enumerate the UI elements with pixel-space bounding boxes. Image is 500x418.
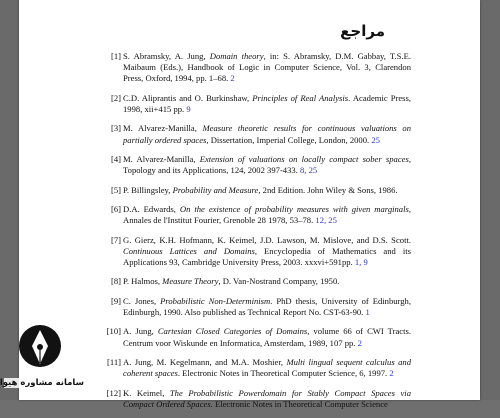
pen-nib-icon xyxy=(0,320,86,400)
reference-title: Multi lingual sequent calculus and coherent spaces xyxy=(123,356,412,379)
reference-text xyxy=(123,357,411,379)
reference-number: [10] xyxy=(106,326,121,337)
reference-item xyxy=(101,235,411,269)
reference-number: [9] xyxy=(110,295,121,306)
reference-segment: , Dissertation, Imperial College, London, 2000. xyxy=(206,134,372,145)
backref-link[interactable]: 25 xyxy=(371,134,380,145)
reference-segment: K. Keimel, xyxy=(123,387,170,398)
reference-number: [1] xyxy=(110,51,121,61)
reference-text xyxy=(123,326,411,348)
reference-title: The Probabilistic Powerdomain for Stably Compact Spaces via Compact Ordered Spaces xyxy=(123,387,411,409)
reference-text xyxy=(123,185,411,196)
backref-link[interactable]: 1 xyxy=(365,306,370,317)
reference-title: Probability and Measure xyxy=(172,184,259,195)
backref-link[interactable]: 9 xyxy=(186,104,191,114)
reference-segment: , volume 66 of CWI Tracts. Centrum voor Wiskunde en Informatica, Amsterdam, 1989, 107 pp. xyxy=(123,326,411,348)
reference-number: [8] xyxy=(110,276,121,287)
references-list xyxy=(101,51,411,418)
reference-segment: , in: S. Abramsky, D.M. Gabbay, T.S.E. Maibaum (Eds.), Handbook of Logic in Computer Science, Vol. 3, Clarendon Press, Oxford, 1994, pp. 1–68. xyxy=(123,51,412,84)
reference-segment: , 2nd Edition. John Wiley & Sons, 1986. xyxy=(258,184,398,195)
reference-item xyxy=(101,357,411,379)
reference-segment: A. Jung, xyxy=(123,326,158,337)
reference-number: [5] xyxy=(110,184,121,195)
reference-title: Domain theory xyxy=(209,51,264,61)
page-title: مراجع xyxy=(340,22,385,40)
logo-text: سامانه مشاوره هیوا xyxy=(0,378,84,388)
reference-text xyxy=(123,51,411,85)
reference-segment: . Electronic Notes in Theoretical Computer Science, 6, 1997. xyxy=(177,368,390,379)
reference-segment: . PhD thesis, University of Edinburgh, Edinburgh, 1990. Also published as Technical Report No. CST-63-90. xyxy=(123,295,411,317)
reference-item xyxy=(101,204,411,226)
reference-item xyxy=(101,51,411,85)
backref-link[interactable]: 2 xyxy=(230,73,235,84)
backref-link[interactable]: 1, 9 xyxy=(354,256,368,267)
reference-item xyxy=(101,185,411,196)
reference-number: [11] xyxy=(107,356,121,367)
backref-link[interactable]: 2 xyxy=(389,368,394,379)
backref-link[interactable]: 2 xyxy=(357,337,362,348)
reference-segment: . Electronic Notes in Theoretical Computer Science xyxy=(210,398,388,409)
reference-number: [12] xyxy=(106,387,121,398)
reference-item xyxy=(101,123,411,145)
reference-title: Measure theoretic results for continuous valuations on partially ordered spaces xyxy=(123,123,411,145)
reference-item xyxy=(101,326,411,348)
reference-item xyxy=(101,154,411,176)
reference-number: [2] xyxy=(110,92,121,103)
reference-title: Principles of Real Analysis xyxy=(252,92,349,103)
reference-text xyxy=(123,296,411,318)
reference-number: [6] xyxy=(110,203,121,214)
reference-text xyxy=(123,388,411,410)
reference-text xyxy=(123,276,411,287)
reference-segment: , Topology and its Applications, 124, 2002 397-433. xyxy=(123,153,411,176)
reference-text xyxy=(123,204,411,226)
reference-segment: S. Abramsky, A. Jung, xyxy=(123,51,210,61)
reference-segment: P. Billingsley, xyxy=(123,184,173,195)
reference-number: [3] xyxy=(110,123,121,134)
reference-segment: M. Alvarez-Manilla, xyxy=(123,153,200,164)
reference-segment: , Annales de l'Institut Fourier, Grenoble 28 1978, 53–78. xyxy=(123,203,411,226)
reference-segment: C.D. Aliprantis and O. Burkinshaw, xyxy=(123,92,253,103)
reference-item xyxy=(101,93,411,115)
reference-segment: A. Jung, M. Kegelmann, and M.A. Moshier, xyxy=(123,356,287,367)
reference-item xyxy=(101,388,411,410)
backref-link[interactable]: 12, 25 xyxy=(315,215,337,226)
document-page[interactable] xyxy=(19,0,480,409)
reference-segment: P. Halmos, xyxy=(123,276,163,287)
reference-segment: C. Jones, xyxy=(123,295,161,306)
reference-title: Probabilistic Non-Determinism xyxy=(160,295,271,306)
reference-title: Cartesian Closed Categories of Domains xyxy=(157,326,308,337)
reference-text xyxy=(123,123,411,145)
reference-segment: . Academic Press, 1998, xii+415 pp. xyxy=(123,92,411,114)
reference-text xyxy=(123,154,411,176)
reference-text xyxy=(123,235,411,269)
backref-link[interactable]: 8, 25 xyxy=(300,165,318,176)
reference-title: On the existence of probability measures with given marginals xyxy=(179,203,409,214)
watermark-logo xyxy=(0,320,86,400)
reference-title: Measure Theory xyxy=(162,276,219,287)
reference-segment: M. Alvarez-Manilla, xyxy=(123,123,203,134)
reference-number: [7] xyxy=(110,234,121,245)
reference-text xyxy=(123,93,411,115)
reference-title: Extension of valuations on locally compact sober spaces xyxy=(199,153,409,164)
reference-segment: , D. Van-Nostrand Company, 1950. xyxy=(218,276,340,287)
reference-title: Continuous Lattices and Domains xyxy=(123,245,255,256)
reference-item xyxy=(101,296,411,318)
reference-number: [4] xyxy=(110,153,121,164)
reference-segment: , Encyclopedia of Mathematics and its Applications 93, Cambridge University Press, 2003. xxxvi+591pp. xyxy=(123,245,411,267)
reference-segment: G. Gierz, K.H. Hofmann, K. Keimel, J.D. Lawson, M. Mislove, and D.S. Scott. xyxy=(123,234,411,245)
reference-segment: D.A. Edwards, xyxy=(123,203,180,214)
reference-item xyxy=(101,276,411,287)
